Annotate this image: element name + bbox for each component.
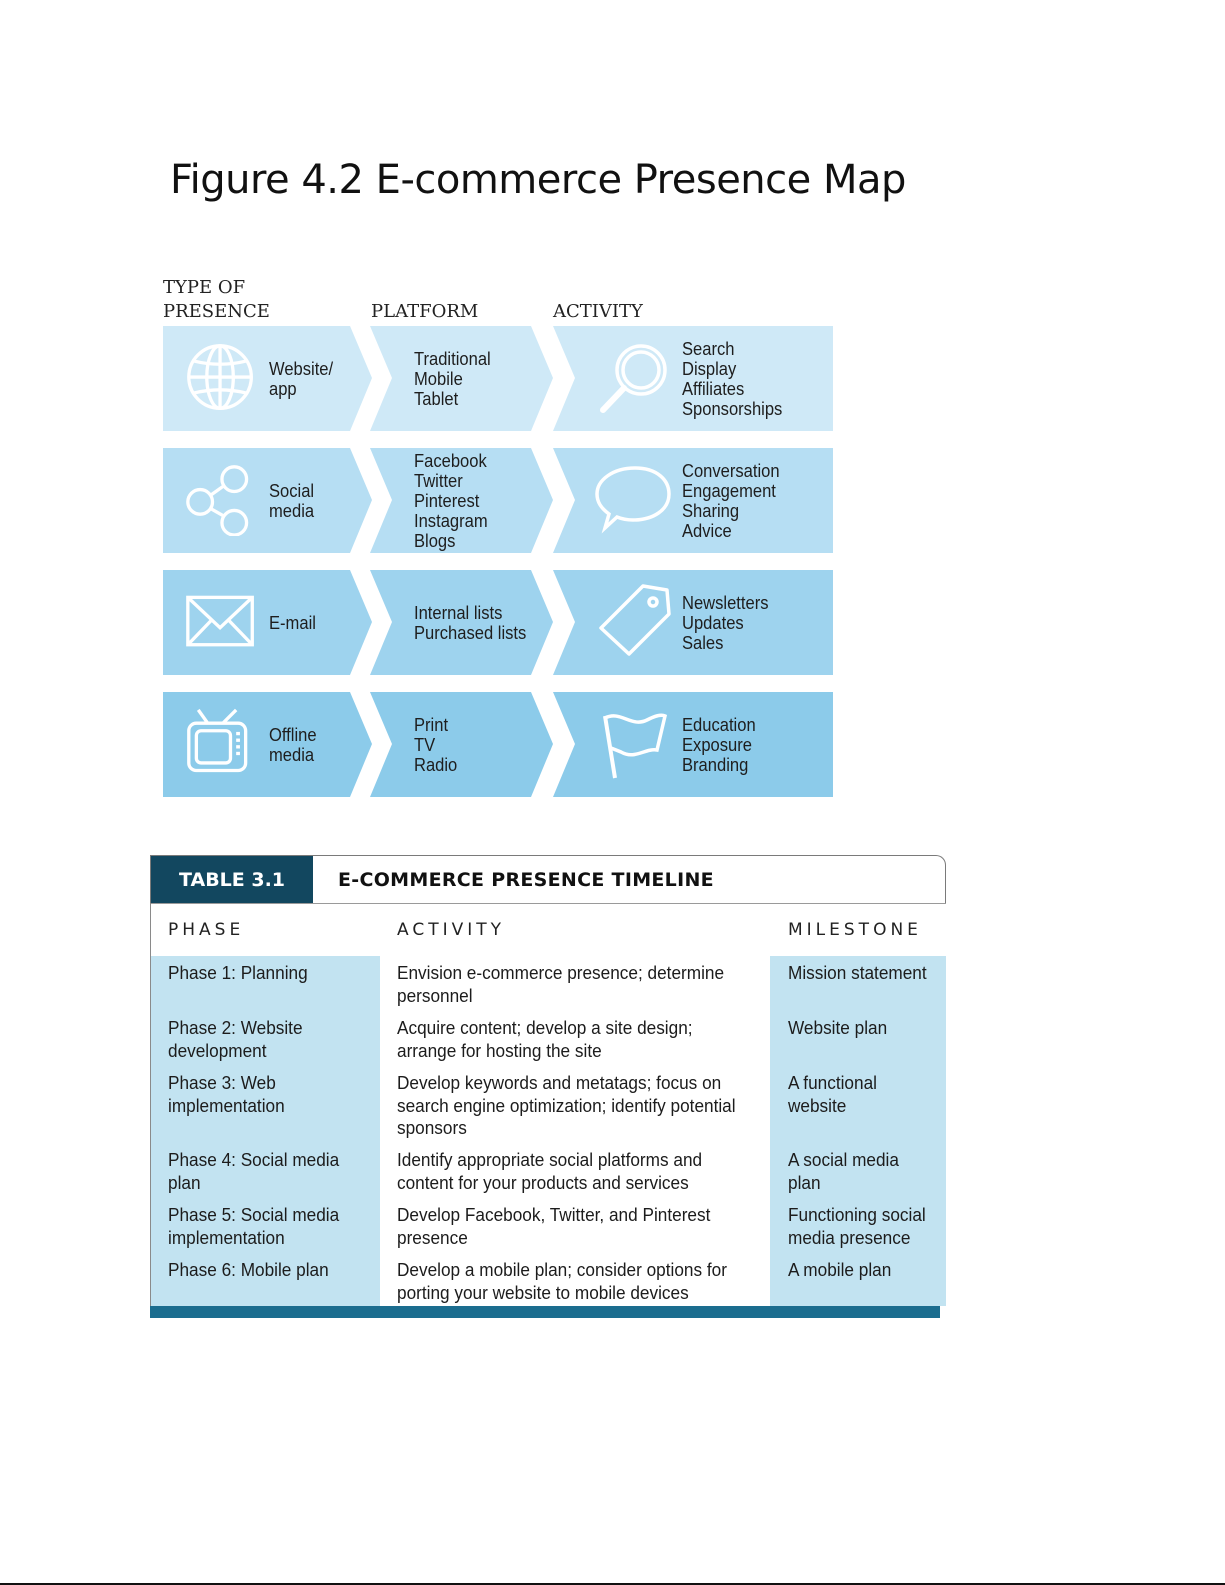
- phase-cell-line: Phase 1: Planning: [168, 962, 308, 983]
- phase-cell-line: development: [168, 1039, 267, 1061]
- activity-list-line: Conversation: [682, 460, 780, 481]
- flag-icon: [595, 706, 671, 782]
- phase-cell: [168, 1259, 329, 1282]
- activity-list-line: Search: [682, 338, 735, 359]
- table-title: E-COMMERCE PRESENCE TIMELINE: [338, 869, 714, 891]
- activity-list-line: Affiliates: [682, 378, 745, 399]
- activity-list-line: Education: [682, 714, 756, 735]
- column-header-milestone: MILESTONE: [788, 920, 922, 940]
- milestone-column-band: [770, 956, 946, 1306]
- presence-type-label-line: media: [269, 744, 315, 765]
- table-header: [150, 855, 946, 904]
- platform-list-line: Pinterest: [414, 490, 480, 511]
- platform-list-line: Traditional: [414, 348, 491, 369]
- column-header-phase: PHASE: [168, 920, 245, 940]
- platform-list: [414, 603, 526, 643]
- milestone-cell-line: plan: [788, 1171, 821, 1193]
- milestone-cell-line: Functioning social: [788, 1204, 926, 1225]
- platform-list-line: Print: [414, 714, 449, 735]
- platform-list-line: Internal lists: [414, 602, 503, 623]
- phase-cell: [168, 1072, 285, 1117]
- activity-cell-line: Acquire content; develop a site design;: [397, 1017, 693, 1038]
- presence-row: [163, 570, 833, 675]
- phase-cell-line: plan: [168, 1171, 201, 1193]
- activity-list-line: Exposure: [682, 734, 752, 755]
- speech-bubble-icon: [595, 462, 671, 538]
- table-tag: TABLE 3.1: [151, 856, 313, 904]
- milestone-cell-line: A functional: [788, 1072, 877, 1093]
- phase-cell: [168, 1149, 339, 1194]
- table-bottom-bar: [150, 1306, 940, 1318]
- activity-cell-line: presence: [397, 1226, 468, 1248]
- activity-cell-line: Envision e-commerce presence; determine: [397, 962, 725, 983]
- header-type-of-presence: [163, 276, 270, 324]
- activity-cell-line: personnel: [397, 984, 473, 1006]
- activity-list-line: Engagement: [682, 480, 776, 501]
- activity-list-line: Branding: [682, 754, 749, 775]
- activity-list-line: Display: [682, 358, 737, 379]
- presence-type-label-line: E-mail: [269, 612, 316, 633]
- presence-row: [163, 448, 833, 553]
- phase-cell-line: Phase 2: Website: [168, 1017, 303, 1038]
- activity-list-line: Sponsorships: [682, 398, 783, 419]
- activity-cell-line: Develop Facebook, Twitter, and Pinterest: [397, 1204, 711, 1225]
- activity-cell: [397, 962, 724, 1007]
- activity-list-line: Newsletters: [682, 592, 769, 613]
- presence-type-label-line: media: [269, 500, 315, 521]
- presence-type-label: [269, 725, 317, 765]
- phase-cell: [168, 962, 308, 985]
- platform-list-line: Mobile: [414, 368, 463, 389]
- platform-list-line: Facebook: [414, 450, 487, 471]
- presence-type-label-line: app: [269, 378, 297, 399]
- phase-cell-line: Phase 4: Social media: [168, 1149, 340, 1170]
- platform-list-line: Twitter: [414, 470, 463, 491]
- milestone-cell: [788, 962, 927, 985]
- activity-list-line: Updates: [682, 612, 744, 633]
- milestone-cell: [788, 1204, 926, 1249]
- presence-type-label: [269, 481, 314, 521]
- share-network-icon: [185, 464, 257, 536]
- activity-list: [682, 339, 782, 419]
- presence-type-label-line: Offline: [269, 724, 317, 745]
- platform-list: [414, 451, 488, 551]
- activity-cell: [397, 1204, 710, 1249]
- activity-cell-line: arrange for hosting the site: [397, 1039, 602, 1061]
- activity-list-line: Advice: [682, 520, 732, 541]
- globe-icon: [185, 342, 257, 414]
- activity-cell-line: sponsors: [397, 1117, 467, 1138]
- activity-cell: [397, 1259, 727, 1304]
- activity-list: [682, 593, 769, 653]
- milestone-cell-line: website: [788, 1094, 847, 1116]
- milestone-cell: [788, 1017, 887, 1040]
- activity-cell-line: search engine optimization; identify potential: [397, 1094, 736, 1116]
- column-header-activity: ACTIVITY: [397, 920, 506, 940]
- table-column-headers: [150, 903, 946, 957]
- activity-cell: [397, 1072, 736, 1140]
- magnifier-icon: [595, 340, 671, 416]
- activity-list-line: Sharing: [682, 500, 740, 521]
- activity-cell-line: porting your website to mobile devices: [397, 1281, 689, 1303]
- milestone-cell-line: A social media: [788, 1149, 899, 1170]
- envelope-icon: [185, 586, 257, 658]
- milestone-cell-line: Website plan: [788, 1017, 888, 1038]
- platform-list-line: Tablet: [414, 388, 459, 409]
- presence-row: [163, 326, 833, 431]
- table-body: [150, 956, 946, 1306]
- activity-list: [682, 461, 780, 541]
- platform-list: [414, 715, 457, 775]
- presence-row: [163, 692, 833, 797]
- activity-cell: [397, 1149, 702, 1194]
- milestone-cell: [788, 1259, 891, 1282]
- activity-cell-line: Develop keywords and metatags; focus on: [397, 1072, 722, 1093]
- platform-list-line: Radio: [414, 754, 458, 775]
- table-left-border: [150, 903, 151, 1306]
- header-type-line2: PRESENCE: [163, 301, 270, 322]
- phase-cell: [168, 1017, 303, 1062]
- phase-cell-line: Phase 5: Social media: [168, 1204, 340, 1225]
- platform-list-line: Instagram: [414, 510, 488, 531]
- header-activity: ACTIVITY: [553, 301, 643, 322]
- activity-cell-line: content for your products and services: [397, 1171, 689, 1193]
- phase-cell-line: Phase 6: Mobile plan: [168, 1259, 329, 1280]
- phase-cell-line: implementation: [168, 1094, 285, 1116]
- figure-title: Figure 4.2 E-commerce Presence Map: [170, 157, 906, 203]
- tv-icon: [185, 708, 257, 780]
- header-platform: PLATFORM: [371, 301, 479, 322]
- phase-cell: [168, 1204, 339, 1249]
- presence-type-label-line: Social: [269, 480, 315, 501]
- milestone-cell: [788, 1149, 899, 1194]
- platform-list-line: Blogs: [414, 530, 456, 551]
- presence-type-label: [269, 359, 333, 399]
- platform-cell: [370, 692, 553, 797]
- activity-list-line: Sales: [682, 632, 724, 653]
- price-tag-icon: [595, 584, 671, 660]
- presence-type-label: [269, 613, 316, 633]
- phase-cell-line: implementation: [168, 1226, 285, 1248]
- platform-list-line: Purchased lists: [414, 622, 527, 643]
- platform-list-line: TV: [414, 734, 436, 755]
- activity-list: [682, 715, 756, 775]
- activity-cell-line: Identify appropriate social platforms and: [397, 1149, 703, 1170]
- phase-cell-line: Phase 3: Web: [168, 1072, 276, 1093]
- milestone-cell-line: Mission statement: [788, 962, 927, 983]
- milestone-cell: [788, 1072, 877, 1117]
- activity-cell-line: Develop a mobile plan; consider options for: [397, 1259, 727, 1280]
- activity-cell: [397, 1017, 693, 1062]
- presence-timeline-table: [150, 855, 946, 1319]
- milestone-cell-line: A mobile plan: [788, 1259, 892, 1280]
- presence-type-label-line: Website/: [269, 358, 334, 379]
- header-type-line1: TYPE OF: [163, 277, 246, 298]
- platform-list: [414, 349, 491, 409]
- phase-column-band: [150, 956, 380, 1306]
- milestone-cell-line: media presence: [788, 1226, 911, 1248]
